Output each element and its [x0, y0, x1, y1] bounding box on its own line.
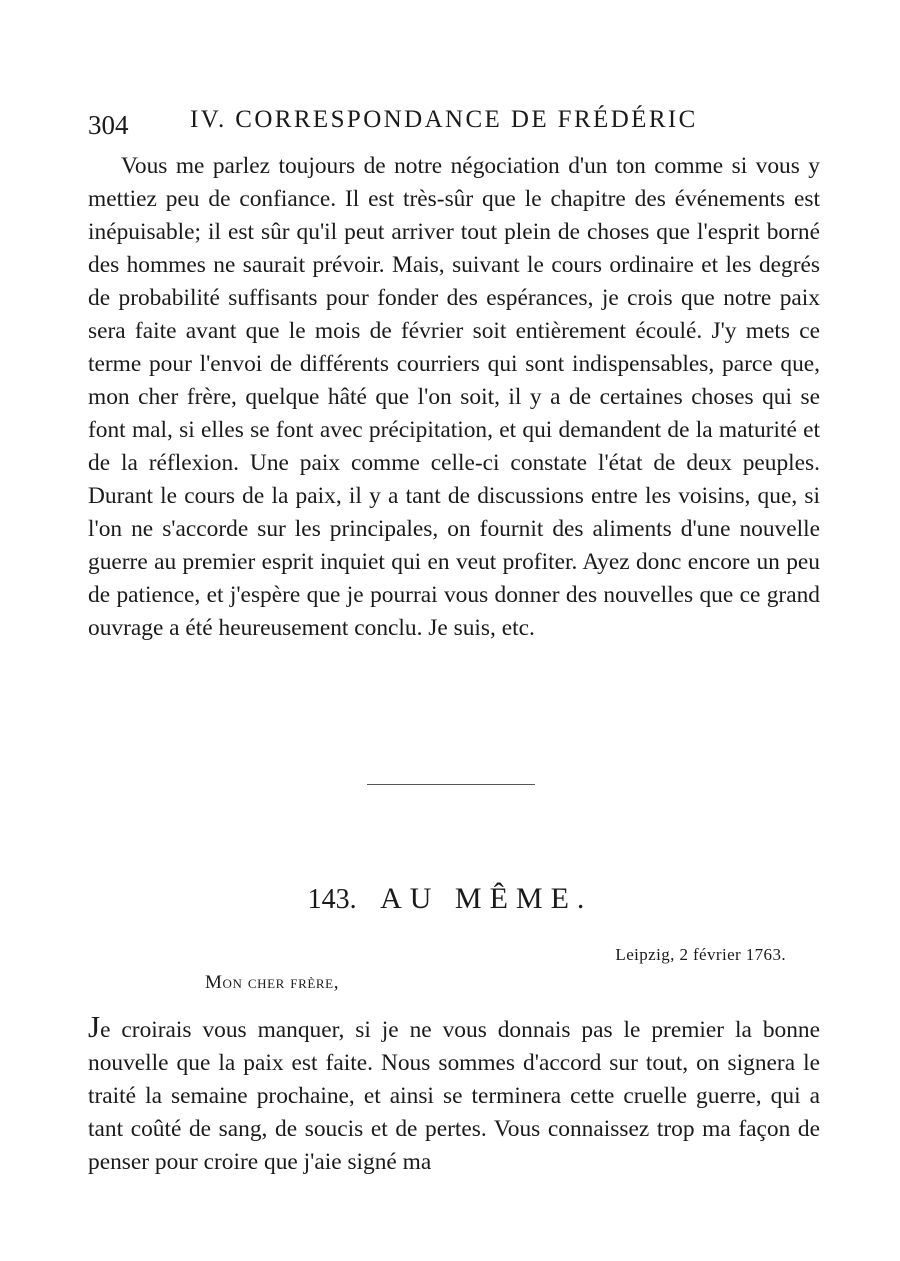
- running-head: [88, 104, 828, 144]
- page-number: 304: [88, 110, 129, 140]
- letter-title: AU MÊME.: [380, 882, 593, 915]
- continued-letter: [88, 150, 820, 645]
- continued-letter-paragraph: Vous me parlez toujours de notre négociation d'un ton comme si vous y mettiez peu de confiance. Il est très-sûr que le chapitre des événements est inépuisable; il est sûr qu'il peut arriver tout plein de choses que l'esprit borné des hommes ne saurait prévoir. Mais, suivant le cours ordinaire et les degrés de probabilité suffisants pour fonder des espérances, je crois que notre paix sera faite avant que le mois de février soit entièrement écoulé. J'y mets ce terme pour l'envoi de différents courriers qui sont indispensables, parce que, mon cher frère, quelque hâté que l'on soit, il y a de certaines choses qui se font mal, si elles se font avec précipitation, et qui demandent de la maturité et de la réflexion. Une paix comme celle-ci constate l'état de deux peuples. Durant le cours de la paix, il y a tant de discussions entre les voisins, que, si l'on ne s'accorde sur les principales, on fournit des aliments d'une nouvelle guerre au premier esprit inquiet qui en veut profiter. Ayez donc encore un peu de patience, et j'espère que je pourrai vous donner des nouvelles que ce grand ouvrage a été heureusement conclu. Je suis, etc.: [88, 153, 820, 641]
- new-letter-text: e croirais vous manquer, si je ne vous donnais pas le premier la bonne nouvelle que la paix est faite. Nous sommes d'accord sur tout, on signera le traité la semaine prochaine, et ainsi se terminera cette cruelle guerre, qui a tant coûté de sang, de soucis et de pertes. Vous connaissez trop ma façon de penser pour croire que j'aie signé ma: [88, 1017, 820, 1175]
- letter-dateline: Leipzig, 2 février 1763.: [615, 945, 786, 964]
- letter-number: 143.: [307, 884, 357, 915]
- running-title: IV. CORRESPONDANCE DE FRÉDÉRIC: [190, 106, 698, 133]
- new-letter-paragraph: [88, 1010, 820, 1179]
- letter-salutation: Mon cher frère,: [205, 972, 340, 993]
- new-letter-body: [88, 1010, 820, 1179]
- letter-heading: [0, 882, 900, 916]
- section-divider: [367, 784, 535, 785]
- drop-letter: J: [88, 1009, 101, 1044]
